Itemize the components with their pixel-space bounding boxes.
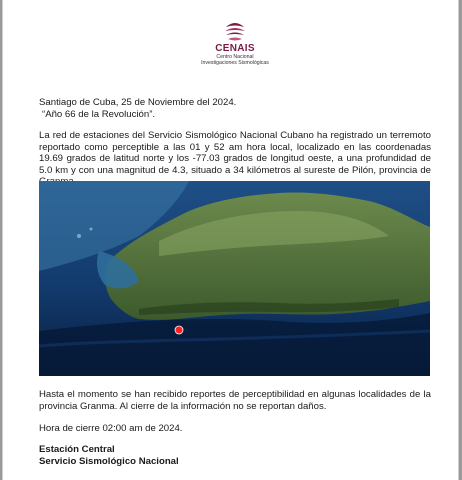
signature-line-2: Servicio Sismológico Nacional [39, 455, 179, 467]
report-paragraph: La red de estaciones del Servicio Sismológico Nacional Cubano ha registrado un terremoto reportado como perceptible a las 01 y 52 am hora local, localizado en las coordenadas 19.69 grados de latitud norte y los -77.03 grados de longitud oeste, a una profundidad de 5.0 km y con una magnitud de 4.3, situado a 34 kilómetros al sureste de Pilón, provincia de [39, 130, 431, 176]
epicenter-marker [175, 326, 183, 334]
year-line: “Año 66 de la Revolución”. [42, 109, 156, 120]
closing-time: Hora de cierre 02:00 am de 2024. [39, 423, 183, 434]
signature-line-1: Estación Central [39, 444, 115, 455]
satellite-map [39, 181, 430, 376]
logo-org-line2: Investigaciones Sismológicas [201, 60, 269, 66]
document-page [2, 0, 459, 480]
cenais-logo [183, 18, 287, 66]
date-line: Santiago de Cuba, 25 de Noviembre del 2024. [39, 97, 237, 108]
cenais-emblem-icon [222, 18, 248, 44]
perceptibility-paragraph: Hasta el momento se han recibido reportes de perceptibilidad en algunas localidades de la provincia Granma. Al cierre de la información no se reportan daños. [39, 389, 431, 412]
logo-org-line1: Centro Nacional [216, 54, 254, 60]
signature-block [39, 444, 431, 467]
logo-org-short: CENAIS [215, 43, 255, 54]
